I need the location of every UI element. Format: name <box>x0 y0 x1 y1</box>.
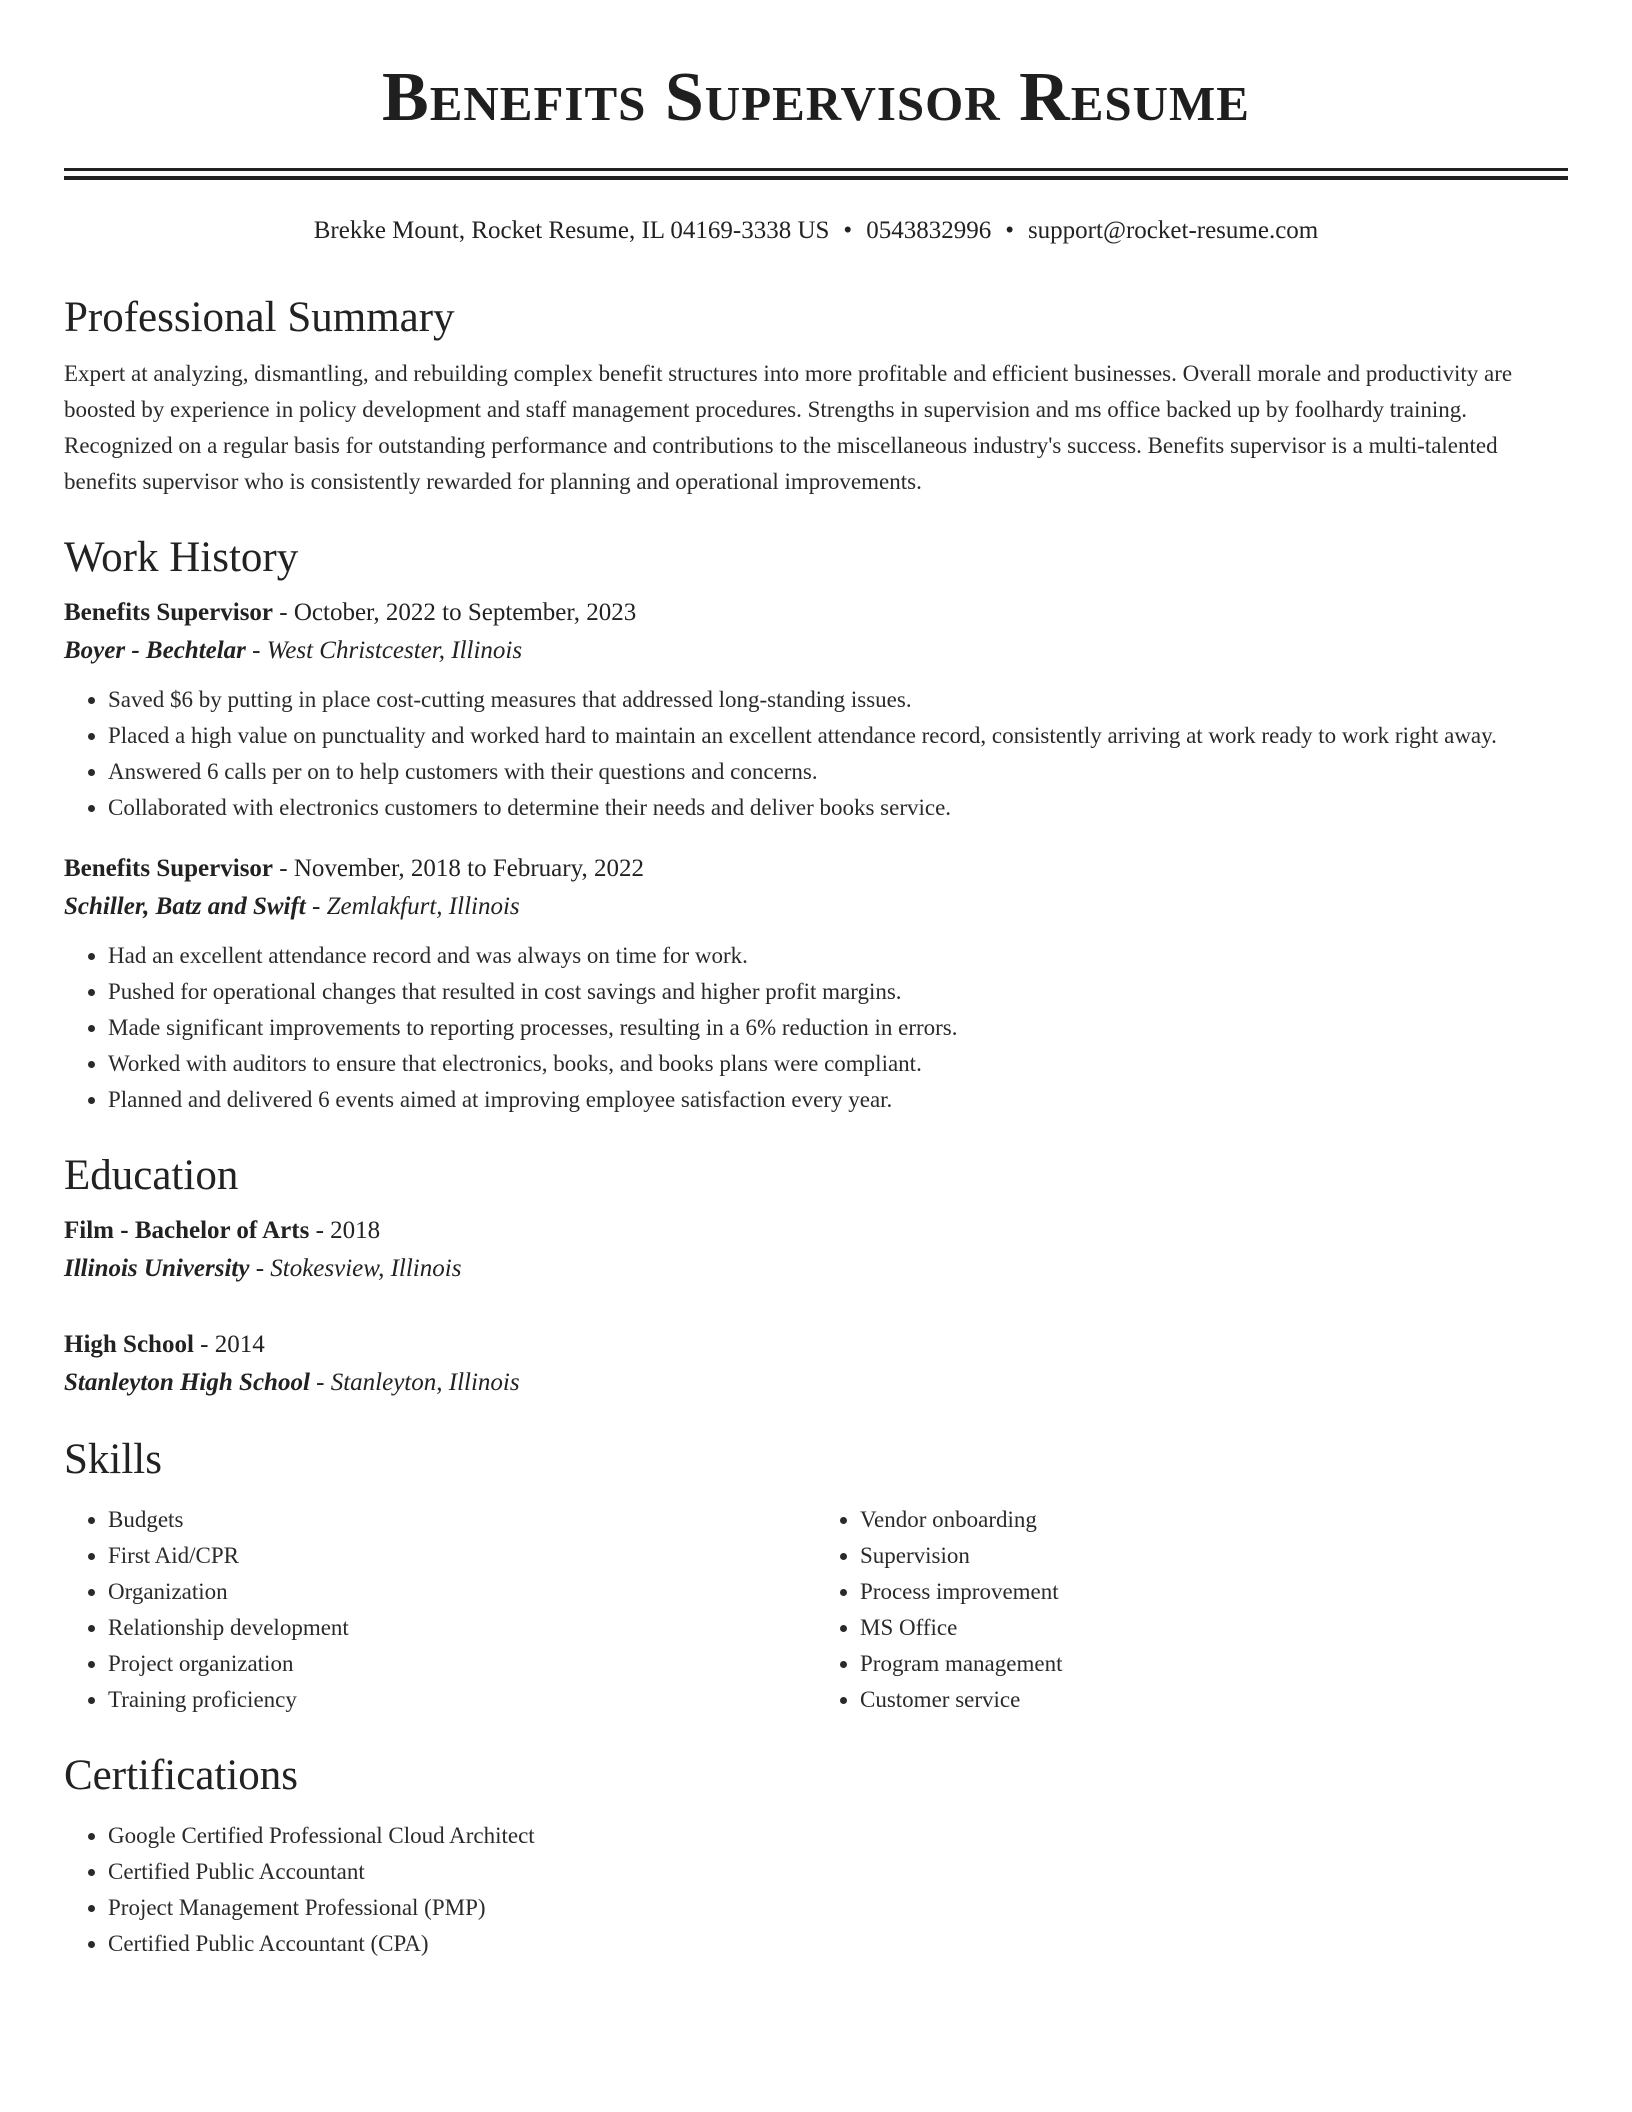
skills-list-left <box>64 1502 816 1718</box>
degree: Film - Bachelor of Arts <box>64 1217 310 1244</box>
list-item: • Relationship development <box>108 1610 816 1646</box>
contact-email: support@rocket-resume.com <box>1027 217 1319 244</box>
school-line <box>64 1364 1568 1402</box>
list-item: • Project organization <box>108 1646 816 1682</box>
list-item: • First Aid/CPR <box>108 1538 816 1574</box>
list-item: • Made significant improvements to reporting processes, resulting in a 6% reduction in errors. <box>108 1010 1568 1046</box>
resume-title: Benefits Supervisor Resume <box>382 59 1250 136</box>
skills-section <box>64 1430 1568 1718</box>
work-history-heading: Work History <box>64 534 299 581</box>
summary-heading: Professional Summary <box>64 294 455 341</box>
school-name: Stanleyton High School <box>64 1369 310 1396</box>
list-item: • Placed a high value on punctuality and worked hard to maintain an excellent attendance record, consistently arriving at work ready to work right away. <box>108 718 1568 754</box>
job-company-line <box>64 632 1568 670</box>
education-entry <box>64 1212 1568 1288</box>
degree-line <box>64 1326 1568 1364</box>
skills-columns <box>64 1502 1568 1718</box>
contact-separator: • <box>843 217 853 244</box>
list-item: • Collaborated with electronics customers to determine their needs and deliver books service. <box>108 790 1568 826</box>
job-title: Benefits Supervisor <box>64 599 274 626</box>
contact-address: Brekke Mount, Rocket Resume, IL 04169-3338 US <box>313 217 830 244</box>
job-company-line <box>64 888 1568 926</box>
job-entry <box>64 850 1568 1118</box>
list-item: • Organization <box>108 1574 816 1610</box>
list-item: • Customer service <box>860 1682 1568 1718</box>
degree: High School <box>64 1331 194 1358</box>
contact-line <box>0 214 1632 248</box>
work-history-section <box>64 528 1568 1118</box>
certifications-section <box>64 1746 1568 1962</box>
school-location: - Stokesview, Illinois <box>249 1255 462 1282</box>
list-item: • Budgets <box>108 1502 816 1538</box>
job-bullets <box>64 682 1568 826</box>
resume-content <box>64 288 1568 1962</box>
list-item: • Answered 6 calls per on to help customers with their questions and concerns. <box>108 754 1568 790</box>
skills-heading: Skills <box>64 1436 162 1483</box>
education-heading: Education <box>64 1152 239 1199</box>
certifications-heading: Certifications <box>64 1752 299 1799</box>
job-entry <box>64 594 1568 826</box>
list-item: • Vendor onboarding <box>860 1502 1568 1538</box>
graduation-year: - 2014 <box>193 1331 265 1358</box>
list-item: • Pushed for operational changes that resulted in cost savings and higher profit margins. <box>108 974 1568 1010</box>
summary-text: Expert at analyzing, dismantling, and rebuilding complex benefit structures into more profitable and efficient businesses. Overall morale and productivity are boosted by experience in policy development and staff management procedures. Strengths in supervision and ms office backed up by foolhardy training. Recognized on a regular basis for outstanding performance and contributions to the miscellaneous industry's success. Benefits supervisor is a multi-talented benefits supervisor who is consistently rewarded for planning and operational improvements. <box>64 361 1513 494</box>
contact-separator: • <box>1005 217 1014 244</box>
job-dates: - October, 2022 to September, 2023 <box>273 599 637 626</box>
school-location: - Stanleyton, Illinois <box>309 1369 520 1396</box>
graduation-year: - 2018 <box>309 1217 381 1244</box>
list-item: • Project Management Professional (PMP) <box>108 1890 1568 1926</box>
school-name: Illinois University <box>64 1255 250 1282</box>
job-bullets <box>64 938 1568 1118</box>
education-entry <box>64 1326 1568 1402</box>
job-title-line <box>64 594 1568 632</box>
job-company: Boyer - Bechtelar <box>64 637 246 664</box>
certifications-list <box>64 1818 1568 1962</box>
job-location: - Zemlakfurt, Illinois <box>305 893 520 920</box>
list-item: • Certified Public Accountant <box>108 1854 1568 1890</box>
skills-list-right <box>816 1502 1568 1718</box>
list-item: • Training proficiency <box>108 1682 816 1718</box>
school-line <box>64 1250 1568 1288</box>
degree-line <box>64 1212 1568 1250</box>
job-location: - West Christcester, Illinois <box>245 637 523 664</box>
job-title-line <box>64 850 1568 888</box>
list-item: • Program management <box>860 1646 1568 1682</box>
list-item: • Certified Public Accountant (CPA) <box>108 1926 1568 1962</box>
job-company: Schiller, Batz and Swift <box>64 893 306 920</box>
list-item: • Google Certified Professional Cloud Architect <box>108 1818 1568 1854</box>
job-dates: - November, 2018 to February, 2022 <box>273 855 644 882</box>
job-title: Benefits Supervisor <box>64 855 274 882</box>
list-item: • MS Office <box>860 1610 1568 1646</box>
list-item: • Had an excellent attendance record and was always on time for work. <box>108 938 1568 974</box>
list-item: • Planned and delivered 6 events aimed at improving employee satisfaction every year. <box>108 1082 1568 1118</box>
title-divider-top <box>64 168 1568 171</box>
education-section <box>64 1146 1568 1402</box>
list-item: • Process improvement <box>860 1574 1568 1610</box>
title-divider-bottom <box>64 176 1568 180</box>
contact-phone: 0543832996 <box>866 217 992 244</box>
list-item: • Saved $6 by putting in place cost-cutting measures that addressed long-standing issues. <box>108 682 1568 718</box>
list-item: • Worked with auditors to ensure that electronics, books, and books plans were compliant. <box>108 1046 1568 1082</box>
list-item: • Supervision <box>860 1538 1568 1574</box>
summary-section <box>64 288 1568 500</box>
